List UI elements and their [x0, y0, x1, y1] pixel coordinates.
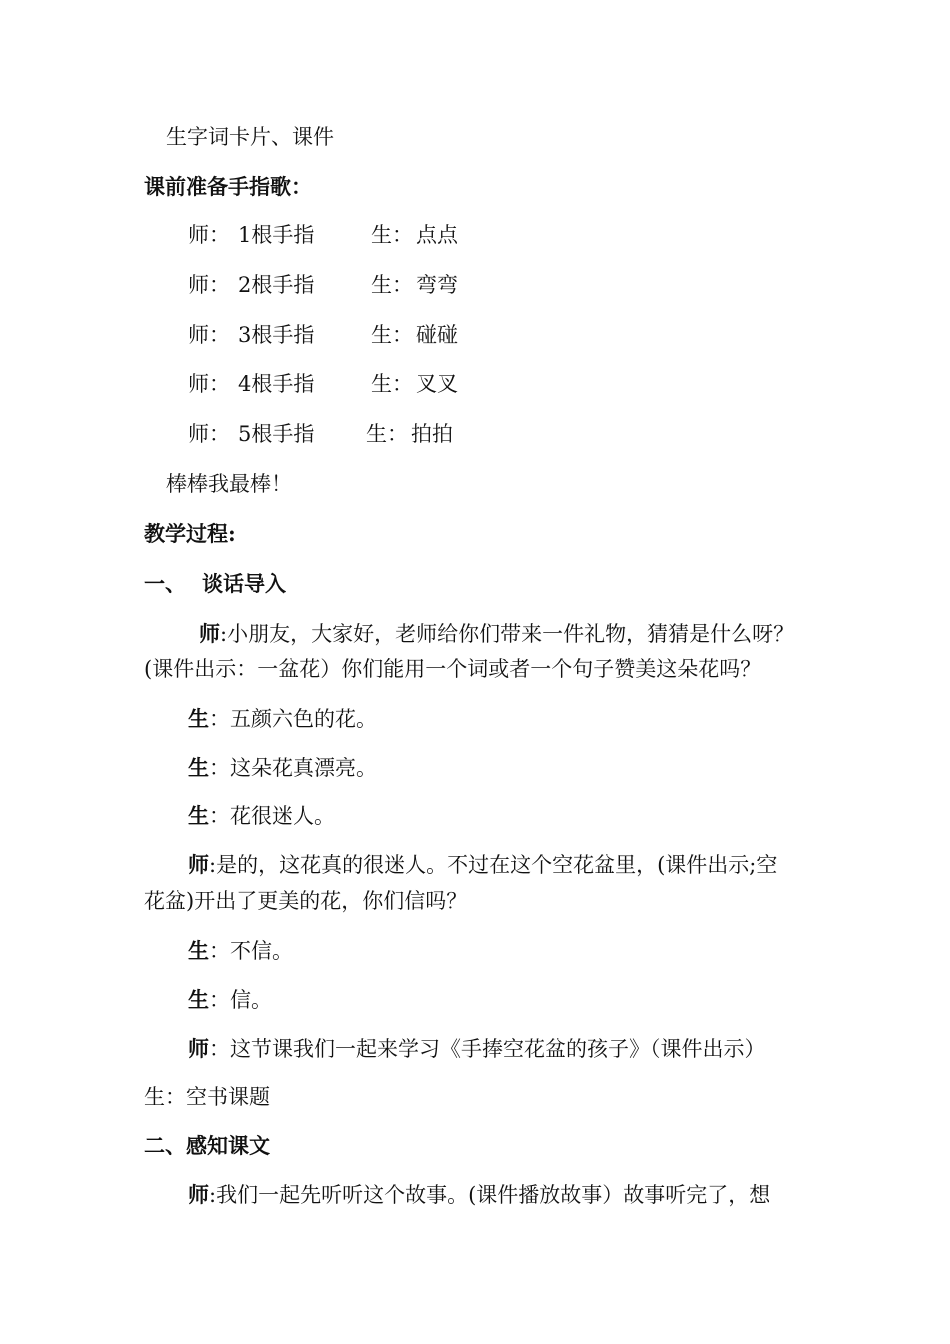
speech-text: :我们一起先听听这个故事。(课件播放故事）故事听完了，想 [209, 1183, 771, 1207]
speech-text: ：这节课我们一起来学习《手捧空花盆的孩子》（课件出示） [209, 1037, 766, 1061]
speech-text: ：信。 [209, 988, 272, 1012]
chant-teacher-text: 2根手指 [238, 273, 315, 297]
paragraph [188, 1180, 770, 1210]
chant-teacher-text: 4根手指 [238, 372, 315, 396]
chant-student-text: 碰碰 [416, 323, 458, 347]
speaker-student: 生 [188, 987, 209, 1012]
paragraph [188, 1034, 766, 1064]
chant-student-label: 生： [371, 323, 413, 347]
finger-song-heading: 课前准备手指歌： [144, 174, 312, 199]
chant-teacher-label: 师： [188, 273, 230, 297]
section1-number: 一、 [144, 571, 186, 596]
chant-teacher-label: 师： [188, 372, 230, 396]
speech-text: ：五颜六色的花。 [209, 707, 377, 731]
chant-student-label: 生： [371, 372, 413, 396]
chant-student-label: 生： [371, 273, 413, 297]
section2-title: 二、感知课文 [144, 1133, 270, 1158]
chant-closing: 棒棒我最棒！ [166, 472, 292, 496]
speaker-teacher: 师 [199, 621, 220, 646]
chant-student-text: 弯弯 [416, 273, 458, 297]
materials-line: 生字词卡片、课件 [166, 125, 334, 149]
chant-student-label: 生： [371, 223, 413, 247]
paragraph [199, 619, 794, 649]
chant-teacher-label: 师： [188, 422, 230, 446]
paragraph: 生：空书课题 [144, 1085, 270, 1109]
paragraph-continued: 花盆)开出了更美的花，你们信吗？ [144, 889, 468, 913]
chant-teacher-text: 1根手指 [238, 223, 315, 247]
paragraph [188, 850, 777, 880]
chant-teacher-label: 师： [188, 223, 230, 247]
paragraph [188, 985, 272, 1015]
section1-title: 谈话导入 [202, 571, 286, 596]
speech-text: :是的，这花真的很迷人。不过在这个空花盆里，(课件出示;空 [209, 853, 778, 877]
chant-student-text: 拍拍 [411, 422, 453, 446]
speaker-student: 生 [188, 938, 209, 963]
paragraph [188, 704, 377, 734]
paragraph [188, 801, 335, 831]
speech-text: :小朋友，大家好，老师给你们带来一件礼物，猜猜是什么呀？ [220, 622, 795, 646]
speaker-student: 生 [188, 706, 209, 731]
speech-text: ：不信。 [209, 939, 293, 963]
process-heading: 教学过程: [144, 521, 236, 546]
speaker-student: 生 [188, 803, 209, 828]
chant-teacher-text: 5根手指 [238, 422, 315, 446]
chant-teacher-text: 3根手指 [238, 323, 315, 347]
speaker-student: 生 [188, 755, 209, 780]
chant-student-text: 点点 [416, 223, 458, 247]
speech-text: ：花很迷人。 [209, 804, 335, 828]
paragraph [188, 936, 293, 966]
paragraph-continued: (课件出示：一盆花）你们能用一个词或者一个句子赞美这朵花吗？ [144, 657, 762, 681]
speech-text: ：这朵花真漂亮。 [209, 756, 377, 780]
chant-student-label: 生： [366, 422, 408, 446]
paragraph [188, 753, 377, 783]
speaker-teacher: 师 [188, 1182, 209, 1207]
speaker-teacher: 师 [188, 1036, 209, 1061]
chant-student-text: 叉叉 [416, 372, 458, 396]
chant-teacher-label: 师： [188, 323, 230, 347]
speaker-teacher: 师 [188, 852, 209, 877]
